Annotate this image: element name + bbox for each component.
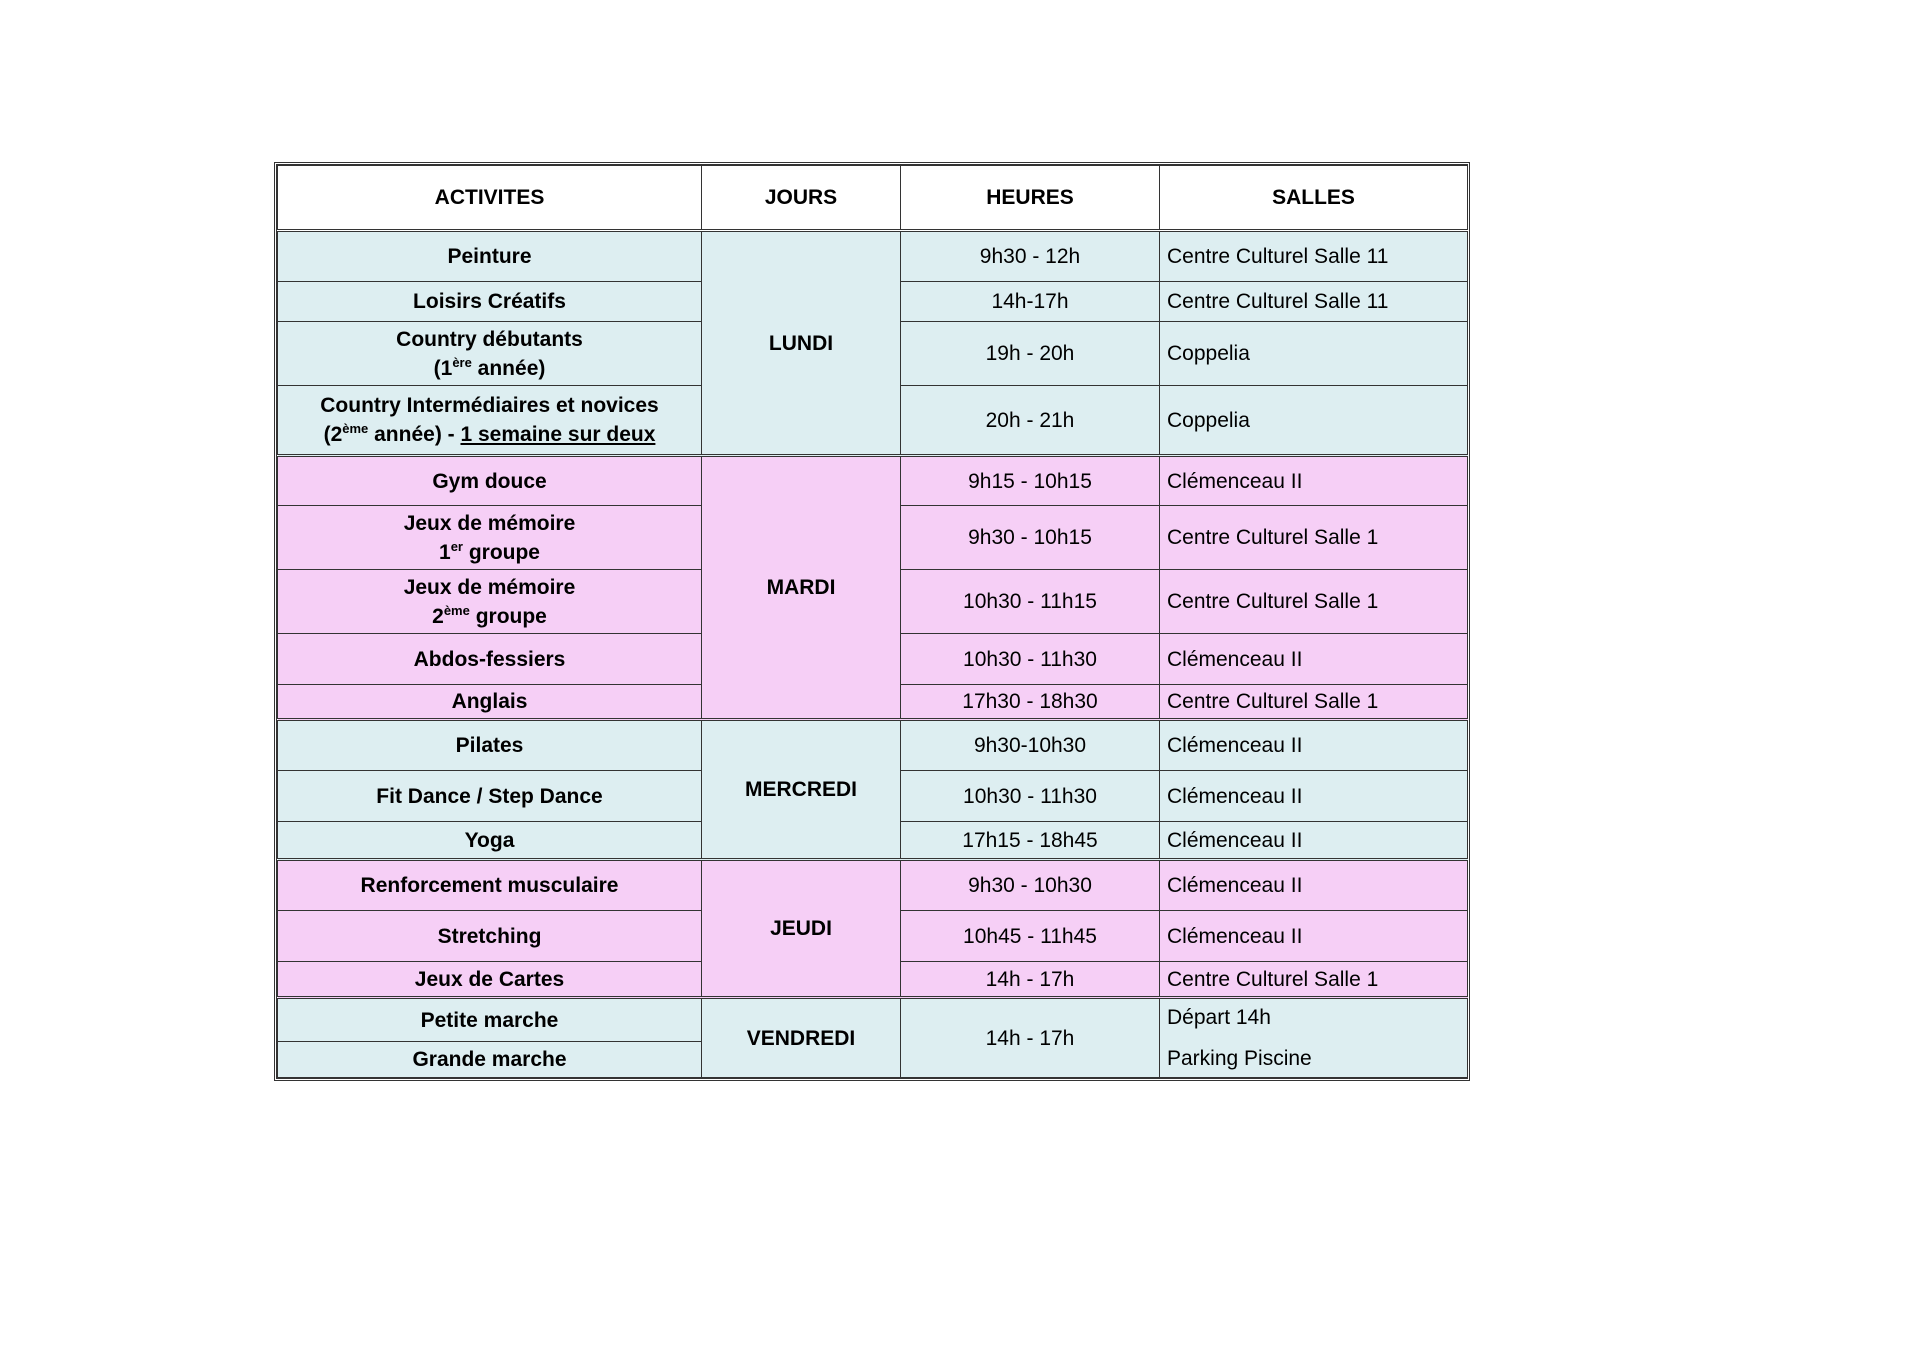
- day-cell-vendredi: VENDREDI: [702, 998, 901, 1078]
- time-cell: 10h30 - 11h30: [901, 771, 1160, 822]
- header-activities: ACTIVITES: [278, 166, 702, 231]
- day-cell-jeudi: JEUDI: [702, 860, 901, 998]
- table-row: [278, 860, 1468, 911]
- time-cell: 10h45 - 11h45: [901, 911, 1160, 962]
- room-cell: Clémenceau II: [1160, 860, 1468, 911]
- activity-cell: Jeux de Cartes: [278, 962, 702, 998]
- activity-cell: Gym douce: [278, 456, 702, 506]
- table-row: [278, 231, 1468, 282]
- activity-cell: Abdos-fessiers: [278, 634, 702, 685]
- time-cell: 20h - 21h: [901, 386, 1160, 456]
- schedule-table: [277, 165, 1468, 1078]
- room-cell: Centre Culturel Salle 1: [1160, 962, 1468, 998]
- activity-cell: [278, 322, 702, 386]
- activity-cell: [278, 386, 702, 456]
- room-cell: Coppelia: [1160, 322, 1468, 386]
- underlined-note: 1 semaine sur deux: [460, 423, 656, 446]
- room-cell: [1160, 998, 1468, 1078]
- room-cell: Clémenceau II: [1160, 720, 1468, 771]
- time-cell: 19h - 20h: [901, 322, 1160, 386]
- table-row: [278, 720, 1468, 771]
- activity-cell: Anglais: [278, 685, 702, 720]
- activity-cell: Yoga: [278, 822, 702, 860]
- activity-cell: [278, 506, 702, 570]
- activity-line: Country Intermédiaires et novices: [320, 394, 659, 417]
- room-line: Parking Piscine: [1167, 1047, 1312, 1070]
- activity-cell: Fit Dance / Step Dance: [278, 771, 702, 822]
- time-cell: 9h30 - 10h15: [901, 506, 1160, 570]
- room-line: Départ 14h: [1167, 1006, 1271, 1029]
- room-cell: Centre Culturel Salle 11: [1160, 282, 1468, 322]
- time-cell: 14h - 17h: [901, 998, 1160, 1078]
- time-cell: 14h-17h: [901, 282, 1160, 322]
- activity-cell: [278, 570, 702, 634]
- table-row: [278, 998, 1468, 1042]
- activity-cell: Pilates: [278, 720, 702, 771]
- header-hours: HEURES: [901, 166, 1160, 231]
- time-cell: 9h30 - 10h30: [901, 860, 1160, 911]
- room-cell: Clémenceau II: [1160, 822, 1468, 860]
- time-cell: 17h30 - 18h30: [901, 685, 1160, 720]
- time-cell: 10h30 - 11h30: [901, 634, 1160, 685]
- time-cell: 9h15 - 10h15: [901, 456, 1160, 506]
- activity-cell: Petite marche: [278, 998, 702, 1042]
- table-row: [278, 456, 1468, 506]
- day-cell-mardi: MARDI: [702, 456, 901, 720]
- room-cell: Clémenceau II: [1160, 771, 1468, 822]
- activity-line: Country débutants: [396, 327, 583, 351]
- room-cell: Centre Culturel Salle 1: [1160, 570, 1468, 634]
- schedule-table-frame: [274, 162, 1470, 1081]
- activity-cell: Peinture: [278, 231, 702, 282]
- activity-line: (1ère année): [433, 354, 546, 380]
- day-cell-mercredi: MERCREDI: [702, 720, 901, 860]
- time-cell: 17h15 - 18h45: [901, 822, 1160, 860]
- day-cell-lundi: LUNDI: [702, 231, 901, 456]
- activity-line: 1er groupe: [439, 538, 540, 564]
- activity-cell: Grande marche: [278, 1042, 702, 1078]
- header-rooms: SALLES: [1160, 166, 1468, 231]
- activity-line: 2ème groupe: [432, 602, 547, 628]
- time-cell: 9h30 - 12h: [901, 231, 1160, 282]
- time-cell: 9h30-10h30: [901, 720, 1160, 771]
- time-cell: 14h - 17h: [901, 962, 1160, 998]
- room-cell: Clémenceau II: [1160, 634, 1468, 685]
- activity-cell: Loisirs Créatifs: [278, 282, 702, 322]
- header-row: [278, 166, 1468, 231]
- activity-cell: Stretching: [278, 911, 702, 962]
- room-cell: Clémenceau II: [1160, 911, 1468, 962]
- room-cell: Centre Culturel Salle 1: [1160, 506, 1468, 570]
- activity-line: Jeux de mémoire: [403, 511, 576, 535]
- activity-cell: Renforcement musculaire: [278, 860, 702, 911]
- header-days: JOURS: [702, 166, 901, 231]
- room-cell: Centre Culturel Salle 11: [1160, 231, 1468, 282]
- room-cell: Clémenceau II: [1160, 456, 1468, 506]
- room-cell: Centre Culturel Salle 1: [1160, 685, 1468, 720]
- room-cell: Coppelia: [1160, 386, 1468, 456]
- activity-line: (2ème année) - 1 semaine sur deux: [323, 421, 656, 446]
- activity-line: Jeux de mémoire: [403, 575, 576, 599]
- time-cell: 10h30 - 11h15: [901, 570, 1160, 634]
